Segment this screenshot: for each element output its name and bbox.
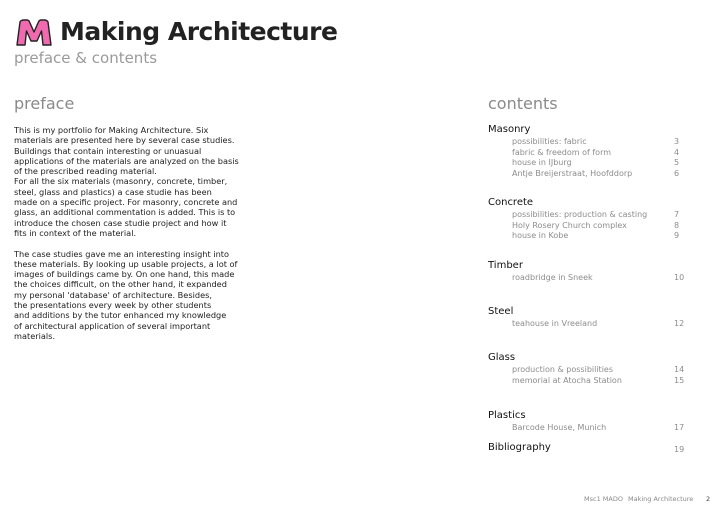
preface-line: glass, an additional commentation is added. This is to: [14, 207, 236, 218]
page-title: Making Architecture: [60, 17, 338, 46]
toc-bibliography: [488, 442, 688, 455]
toc-bibliography-page: 19: [674, 445, 685, 454]
toc-entry-label: house in IJburg: [512, 158, 572, 168]
toc-entry-page: 4: [674, 147, 680, 157]
toc-entry: [488, 423, 688, 434]
toc-section: [488, 410, 688, 434]
toc-entry: [488, 376, 688, 387]
preface-line: Buildings that contain interesting or unuasual: [14, 145, 202, 156]
contents-heading: contents: [488, 94, 558, 113]
toc-entry-page: 9: [674, 231, 680, 241]
toc-section: [488, 352, 688, 386]
toc-section-title: Concrete: [488, 197, 534, 208]
preface-line: introduce the chosen case studie project and how it: [14, 217, 227, 228]
toc-entry-label: possibilities: fabric: [512, 137, 587, 146]
toc-entry-label: house in Kobe: [512, 231, 569, 241]
preface-line: The case studies gave me an interesting insight into: [14, 248, 229, 259]
preface-line: made on a specific project. For masonry, concrete and: [14, 197, 238, 208]
toc-entry-label: production & possibilities: [512, 365, 614, 374]
toc-section-title: Glass: [488, 352, 516, 363]
toc-section: [488, 260, 688, 284]
toc-section-title: Steel: [488, 306, 514, 317]
toc-entry: [488, 158, 688, 169]
m-letter-logo-icon: [14, 18, 54, 48]
toc-entry-page: 3: [674, 137, 680, 146]
toc-entry-page: 8: [674, 220, 680, 230]
preface-line: images of buildings came by. On one hand, this made: [14, 269, 235, 280]
page-subtitle: preface & contents: [14, 49, 158, 67]
toc-entry: [488, 319, 688, 330]
toc-entry-label: roadbridge in Sneek: [512, 273, 593, 282]
toc-section-title: Masonry: [488, 124, 531, 135]
toc-entry-label: teahouse in Vreeland: [512, 319, 598, 328]
toc-entry-label: fabric & freedom of form: [512, 147, 612, 157]
toc-entry: [488, 169, 688, 180]
preface-line: materials are presented here by several case studies.: [14, 135, 235, 146]
toc-entry-page: 6: [674, 168, 680, 178]
footer-course-name: Making Architecture: [628, 495, 694, 503]
preface-line: [14, 238, 314, 248]
toc-entry-label: possibilities: production & casting: [512, 210, 648, 219]
toc-section: [488, 124, 688, 179]
toc-entry: [488, 210, 688, 221]
preface-line: applications of the materials are analyzed on the basis: [14, 155, 239, 166]
preface-line: fits in context of the material.: [14, 227, 137, 238]
footer-course: Msc1 MADO: [584, 495, 623, 503]
toc-section-title: Plastics: [488, 410, 526, 421]
toc-entry-page: 7: [674, 210, 680, 219]
toc-section: [488, 306, 688, 330]
toc-entry-page: 5: [674, 158, 680, 168]
toc-entry-label: Holy Rosery Church complex: [512, 220, 627, 230]
preface-line: steel, glass and plastics) a case studie has been: [14, 186, 212, 197]
toc-entry-label: memorial at Atocha Station: [512, 375, 622, 385]
toc-entry-page: 17: [674, 423, 685, 432]
toc-entry-page: 10: [674, 273, 685, 282]
toc-bibliography-title: Bibliography: [488, 442, 551, 453]
toc-section-title: Timber: [488, 260, 523, 271]
toc-entry: [488, 273, 688, 284]
preface-line: materials.: [14, 330, 56, 341]
preface-line: of the prescribed reading material.: [14, 166, 157, 177]
footer-page-number: 2: [706, 495, 711, 503]
preface-line: and additions by the tutor enhanced my knowledge: [14, 310, 227, 321]
toc-section: [488, 197, 688, 242]
toc-entry: [488, 231, 688, 242]
toc-entry-page: 15: [674, 375, 685, 385]
toc-entry-page: 14: [674, 365, 685, 374]
preface-heading: preface: [14, 94, 75, 113]
toc-entry: [488, 221, 688, 232]
toc-entry: [488, 137, 688, 148]
preface-line: these materials. By looking up usable projects, a lot of: [14, 258, 238, 269]
preface-line: of architectural application of several important: [14, 320, 211, 331]
toc-entry-label: Antje Breijerstraat, Hoofddorp: [512, 168, 633, 178]
toc-entry-page: 12: [674, 319, 685, 328]
preface-line: This is my portfolio for Making Architecture. Six: [14, 125, 209, 135]
preface-body: [14, 125, 314, 341]
preface-line: the presentations every week by other students: [14, 300, 212, 311]
toc-entry: [488, 365, 688, 376]
preface-line: my personal 'database' of architecture. Besides,: [14, 289, 212, 300]
toc-entry-label: Barcode House, Munich: [512, 423, 607, 432]
preface-line: For all the six materials (masonry, concrete, timber,: [14, 176, 228, 187]
toc-entry: [488, 148, 688, 159]
preface-line: the choices difficult, on the other hand, it expanded: [14, 279, 227, 290]
